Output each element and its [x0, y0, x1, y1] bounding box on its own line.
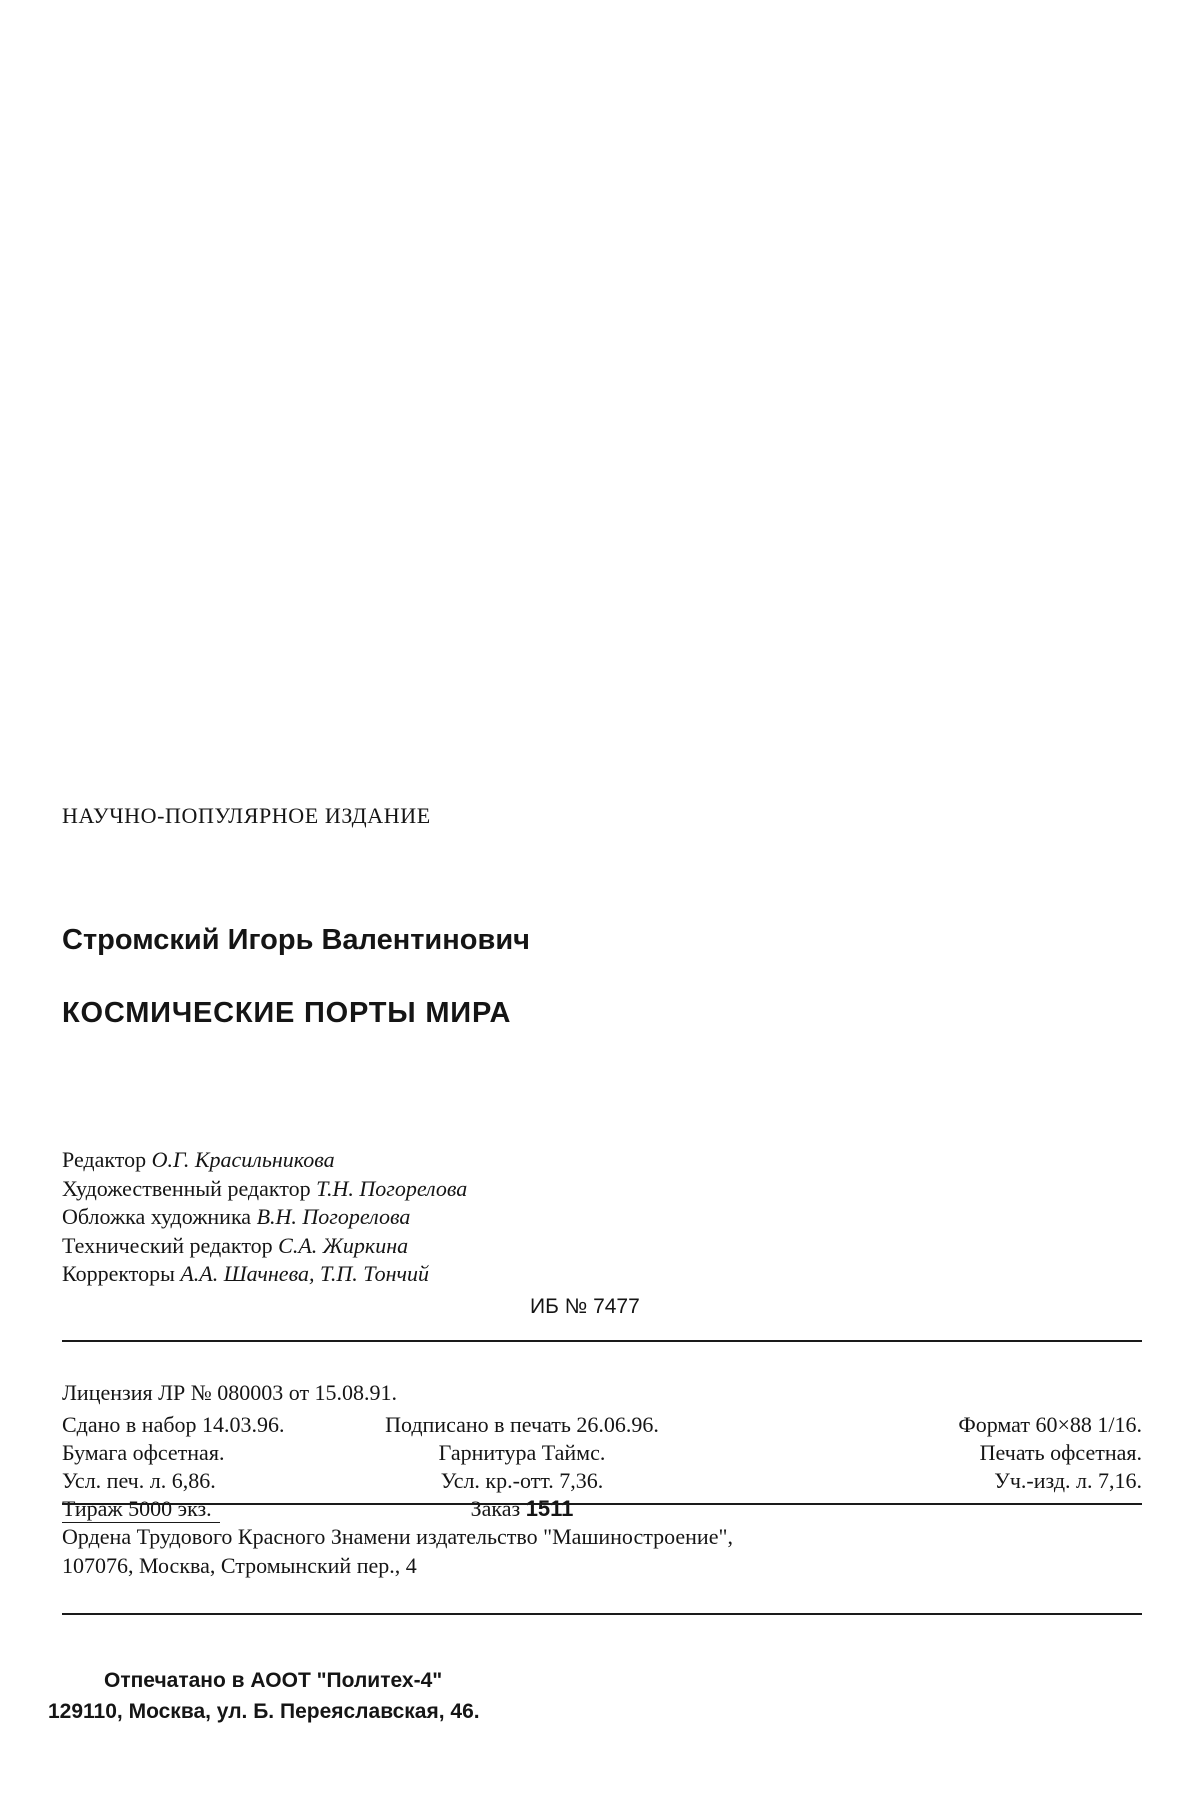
spec-printing: Печать офсетная. [979, 1440, 1142, 1465]
spec-format: Формат 60×88 1/16. [958, 1412, 1142, 1437]
credit-art-editor [62, 1175, 467, 1204]
author-name: Стромский Игорь Валентинович [62, 924, 530, 956]
spec-color-prints: Усл. кр.-отт. 7,36. [440, 1468, 604, 1493]
book-title: КОСМИЧЕСКИЕ ПОРТЫ МИРА [62, 997, 512, 1029]
publisher-block [62, 1522, 733, 1580]
credit-role: Корректоры [62, 1261, 175, 1286]
credits-block [62, 1146, 467, 1289]
credit-role: Технический редактор [62, 1232, 273, 1258]
publisher-name: Ордена Трудового Красного Знамени издательство "Машиностроение", [62, 1524, 733, 1549]
print-specs [62, 1412, 1142, 1524]
printer-block [48, 1665, 480, 1727]
printer-name: Отпечатано в АООТ "Политех-4" [104, 1669, 443, 1692]
credit-person: В.Н. Погорелова [256, 1204, 411, 1229]
credit-role: Художественный редактор [62, 1175, 311, 1201]
spec-order-number: 1511 [525, 1496, 574, 1521]
spec-typesetting-date: Сдано в набор 14.03.96. [62, 1412, 285, 1437]
edition-genre: НАУЧНО-ПОПУЛЯРНОЕ ИЗДАНИЕ [62, 803, 431, 828]
printer-address: 129110, Москва, ул. Б. Переяславская, 46. [48, 1700, 480, 1723]
spec-order [471, 1496, 574, 1522]
credit-role: Редактор [62, 1147, 147, 1172]
spec-paper: Бумага офсетная. [62, 1440, 225, 1465]
divider-bottom [62, 1613, 1142, 1615]
publisher-address: 107076, Москва, Стромынский пер., 4 [62, 1553, 417, 1578]
spec-row [62, 1468, 1142, 1496]
spec-typeface: Гарнитура Таймс. [438, 1440, 606, 1465]
credit-editor [62, 1146, 467, 1175]
credit-person: А.А. Шачнева, Т.П. Тончий [180, 1261, 430, 1286]
credit-person: Т.Н. Погорелова [316, 1175, 468, 1201]
spec-print-approval-date: Подписано в печать 26.06.96. [385, 1412, 659, 1437]
credit-person: С.А. Жиркина [278, 1232, 409, 1258]
credit-role: Обложка художника [62, 1204, 252, 1229]
spec-row [62, 1496, 1142, 1524]
credit-technical-editor [62, 1232, 467, 1261]
spec-publisher-sheets: Уч.-изд. л. 7,16. [994, 1468, 1142, 1493]
credit-proofreaders [62, 1260, 467, 1289]
spec-row [62, 1412, 1142, 1440]
license-line: Лицензия ЛР № 080003 от 15.08.91. [62, 1380, 398, 1405]
divider-middle [62, 1503, 1142, 1505]
credit-cover-artist [62, 1203, 467, 1232]
ib-number: ИБ № 7477 [530, 1295, 640, 1318]
spec-print-run: Тираж 5000 экз. [62, 1496, 220, 1523]
divider-top [62, 1340, 1142, 1342]
spec-print-sheets: Усл. печ. л. 6,86. [62, 1468, 216, 1493]
credit-person: О.Г. Красильникова [151, 1147, 335, 1172]
spec-row [62, 1440, 1142, 1468]
spec-order-label: Заказ [470, 1496, 521, 1521]
